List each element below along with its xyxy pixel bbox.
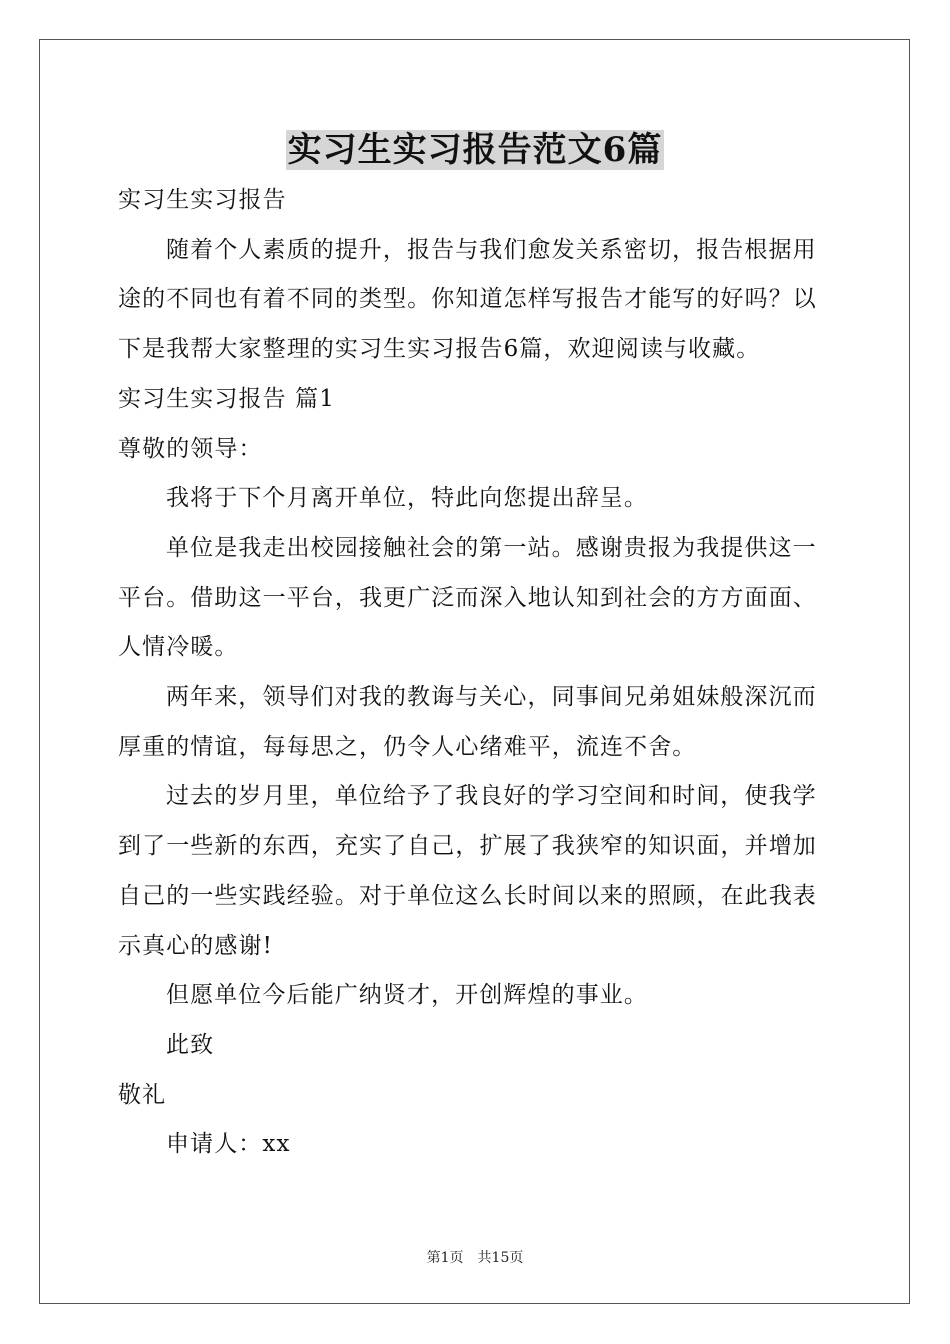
closing-phrase: 此致 (166, 1031, 215, 1058)
paragraph: 但愿单位今后能广纳贤才，开创辉煌的事业。 (166, 982, 648, 1009)
paragraph: 两年来，领导们对我的教诲与关心，同事间兄弟姐妹般深沉而厚重的情谊，每每思之，仍令人心绪难平，流连不舍。 (118, 684, 817, 760)
section-heading: 实习生实习报告 篇1 (118, 385, 335, 412)
paragraph: 随着个人素质的提升，报告与我们愈发关系密切，报告根据用途的不同也有着不同的类型。你知道怎样写报告才能写的好吗？以下是我帮大家整理的实习生实习报告6篇，欢迎阅读与收藏。 (118, 236, 817, 363)
paragraph: 实习生实习报告 (118, 187, 287, 213)
salutation: 尊敬的领导： (118, 435, 263, 462)
paragraph: 我将于下个月离开单位，特此向您提出辞呈。 (166, 485, 648, 512)
page-footer: 第1页 共15页 (426, 1250, 524, 1266)
closing-regards: 敬礼 (118, 1081, 167, 1108)
paragraph: 单位是我走出校园接触社会的第一站。感谢贵报为我提供这一平台。借助这一平台，我更广泛而深入地认知到社会的方方面面、人情冷暖。 (118, 534, 817, 661)
document-title (0, 126, 950, 174)
paragraph: 过去的岁月里，单位给予了我良好的学习空间和时间，使我学到了一些新的东西，充实了自己，扩展了我狭窄的知识面，并增加自己的一些实践经验。对于单位这么长时间以来的照顾，在此我表示真心的感谢! (118, 783, 817, 959)
signature-line: 申请人：xx (166, 1131, 291, 1158)
document-body (118, 176, 834, 1170)
document-title-text: 实习生实习报告范文6篇 (287, 130, 663, 170)
